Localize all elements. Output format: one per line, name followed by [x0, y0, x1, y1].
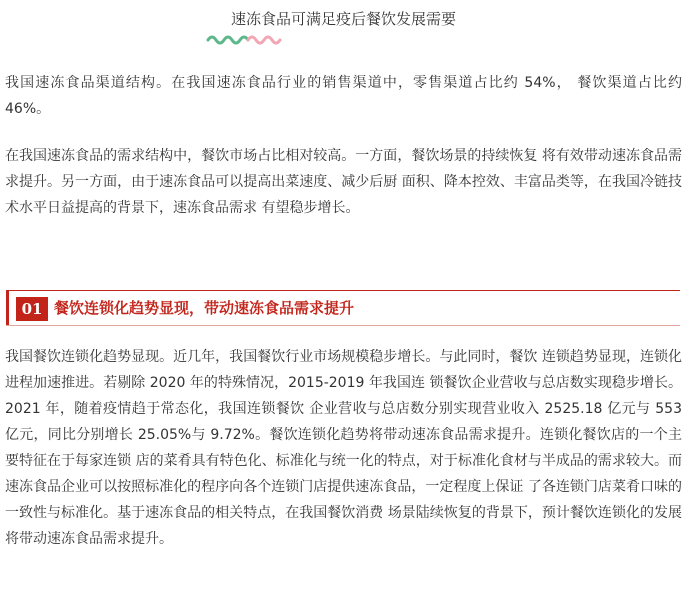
section-header	[6, 290, 680, 326]
paragraph-chain-trend: 我国餐饮连锁化趋势显现。近几年，我国餐饮行业市场规模稳步增长。与此同时，餐饮 连锁趋势显现，连锁化进程加速推进。若剔除 2020 年的特殊情况，2015-2019 年我国连 锁餐饮企业营收与总店数实现稳步增长。2021 年，随着疫情趋于常态化，我国连锁餐饮 企业营收与总店数分别实现营业收入 2525.18 亿元与 553 亿元，同比分别增长 25.05%与 9.72%。餐饮连锁化趋势将带动速冻食品需求提升。连锁化餐饮店的一个主要特征在于每家连锁 店的菜肴具有特色化、标准化与统一化的特点，对于标准化食材与半成品的需求较大。而速冻食品企业可以按照标准化的程序向各个连锁门店提供速冻食品，一定程度上保证 了各连锁门店菜肴口味的一致性与标准化。基于速冻食品的相关特点，在我国餐饮消费 场景陆续恢复的背景下，预计餐饮连锁化的发展将带动速冻食品需求提升。	[5, 349, 682, 547]
heading-title: 速冻食品可满足疫后餐饮发展需要	[230, 10, 456, 28]
article-heading	[0, 8, 687, 44]
section-accent-bar	[6, 291, 9, 325]
section-number-badge: 01	[16, 297, 48, 321]
paragraph-channel-structure: 我国速冻食品渠道结构。在我国速冻食品行业的销售渠道中，零售渠道占比约 54%， 餐饮渠道占比约 46%。	[5, 75, 682, 117]
paragraph-demand-structure: 在我国速冻食品的需求结构中，餐饮市场占比相对较高。一方面，餐饮场景的持续恢复 将有效带动速冻食品需求提升。另一方面，由于速冻食品可以提高出菜速度、减少后厨 面积、降本控效、丰富品类等，在我国冷链技术水平日益提高的背景下，速冻食品需求 有望稳步增长。	[5, 148, 682, 216]
wave-decoration-icon	[206, 32, 286, 48]
section-title: 餐饮连锁化趋势显现，带动速冻食品需求提升	[54, 299, 355, 317]
